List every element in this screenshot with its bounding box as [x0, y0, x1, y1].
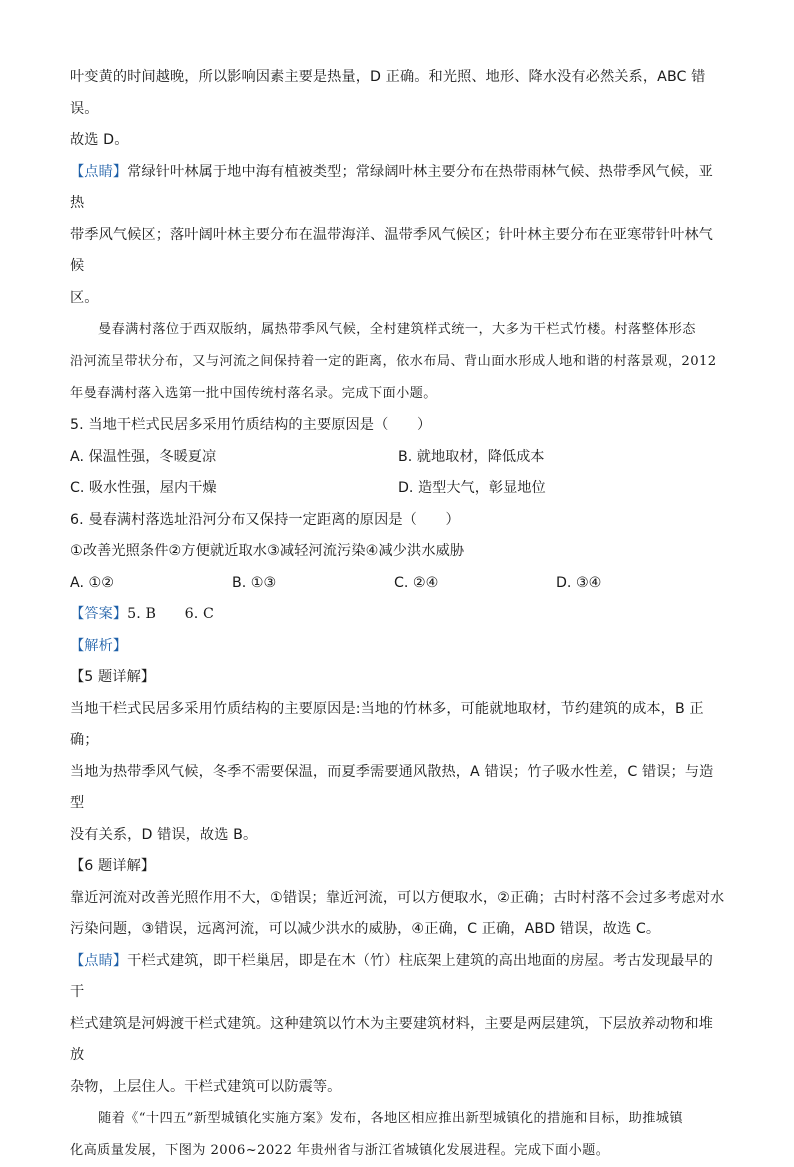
- dianjing-paragraph-2: [70, 946, 726, 1009]
- answer-line: [70, 599, 726, 631]
- answer-tag: 【答案】: [70, 606, 128, 622]
- dianjing-text-line: 栏式建筑是河姆渡干栏式建筑。这种建筑以竹木为主要建筑材料，主要是两层建筑，下层放养动物和堆放: [70, 1015, 713, 1063]
- option-d: D. 造型大气，彰显地位: [398, 480, 546, 496]
- option-c: C. 吸水性强，屋内干燥: [70, 480, 217, 496]
- question-5-options-row-1: [70, 442, 726, 474]
- dianjing-paragraph-1: [70, 157, 726, 220]
- question-5-options-row-2: [70, 473, 726, 505]
- option-b: B. 就地取材，降低成本: [398, 448, 545, 465]
- dianjing-text: 常绿针叶林属于地中海有植被类型；常绿阔叶林主要分布在热带雨林气候、热带季风气候，亚热: [70, 163, 713, 211]
- question-5-stem: 5. 当地干栏式民居多采用竹质结构的主要原因是（ ）: [70, 417, 432, 433]
- detail-5-line: 没有关系，D 错误，故选 B。: [70, 826, 258, 843]
- material-paragraph-1: 曼春满村落位于西双版纳，属热带季风气候，全村建筑样式统一，大多为干栏式竹楼。村落整体形态: [98, 322, 696, 337]
- answer-text-line: 叶变黄的时间越晚，所以影响因素主要是热量，D 正确。和光照、地形、降水没有必然关系，ABC 错误。: [70, 69, 706, 117]
- answer-text-line: 故选 D。: [70, 132, 129, 148]
- option-d: D. ③④: [556, 574, 602, 591]
- detail-6-tag: 【6 题详解】: [70, 858, 156, 874]
- question-6-stem: 6. 曼春满村落选址沿河分布又保持一定距离的原因是（ ）: [70, 511, 460, 528]
- detail-6-line: 污染问题，③错误，远离河流，可以减少洪水的威胁，④正确，C 正确，ABD 错误，故选 C。: [70, 921, 661, 937]
- option-a: A. ①②: [70, 574, 114, 591]
- detail-6-line: 靠近河流对改善光照作用不大，①错误；靠近河流，可以方便取水，②正确；古时村落不会过多考虑对水: [70, 889, 725, 906]
- answer-value: 5. B 6. C: [127, 606, 214, 622]
- material-paragraph-1-line: 年曼春满村落入选第一批中国传统村落名录。完成下面小题。: [70, 386, 437, 401]
- material-paragraph-1-line: 沿河流呈带状分布，又与河流之间保持着一定的距离，依水布局、背山面水形成人地和谐的村落景观，2012: [70, 354, 717, 369]
- material-paragraph-2: 随着《“十四五”新型城镇化实施方案》发布，各地区相应推出新型城镇化的措施和目标，助推城镇: [98, 1111, 683, 1126]
- dianjing-text-line: 带季风气候区；落叶阔叶林主要分布在温带海洋、温带季风气候区；针叶林主要分布在亚寒带针叶林气候: [70, 226, 713, 274]
- dianjing-text: 干栏式建筑，即干栏巢居，即是在木（竹）柱底架上建筑的高出地面的房屋。考古发现最早的干: [70, 952, 713, 1000]
- material-paragraph-2-line: 化高质量发展，下图为 2006~2022 年贵州省与浙江省城镇化发展进程。完成下面小题。: [70, 1143, 610, 1158]
- analysis-tag: 【解析】: [70, 637, 128, 654]
- option-b: B. ①③: [232, 574, 277, 591]
- question-6-choices: ①改善光照条件②方便就近取水③减轻河流污染④减少洪水威胁: [70, 543, 465, 559]
- dianjing-text-line: 杂物，上层住人。干栏式建筑可以防震等。: [70, 1078, 342, 1095]
- detail-5-tag: 【5 题详解】: [70, 669, 156, 685]
- document-page: [70, 62, 726, 1167]
- dianjing-text-line: 区。: [70, 289, 99, 306]
- detail-5-line: 当地干栏式民居多采用竹质结构的主要原因是:当地的竹林多，可能就地取材，节约建筑的成本，B 正确；: [70, 700, 704, 748]
- detail-5-line: 当地为热带季风气候，冬季不需要保温，而夏季需要通风散热，A 错误；竹子吸水性差，C 错误；与造型: [70, 763, 714, 811]
- question-6-options: [70, 568, 726, 600]
- option-c: C. ②④: [394, 574, 439, 591]
- option-a: A. 保温性强，冬暖夏凉: [70, 448, 217, 465]
- dianjing-tag: 【点睛】: [70, 163, 128, 180]
- dianjing-tag: 【点睛】: [70, 952, 128, 969]
